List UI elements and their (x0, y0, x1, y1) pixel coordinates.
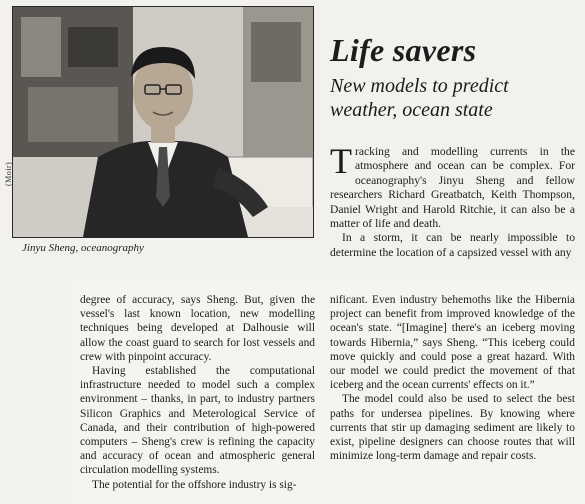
lead-paragraph-1-text: racking and modelling currents in the atmosphere and ocean can be complex. For oceanography's Jinyu Sheng and fellow researchers Richard Greatbatch, Keith Thompson, Daniel Wright and Harold Ritchie, it can also be a matter of life and death. (330, 145, 575, 231)
article-headline: Life savers (330, 32, 477, 68)
body-paragraph: degree of accuracy, says Sheng. But, given the vessel's last known location, new modelling techniques being developed at Dalhousie will allow the coast guard to search for lost vessels and crew with pinpoint accuracy. (80, 294, 315, 363)
body-paragraph: The model could also be used to select the best paths for undersea pipelines. By knowing where currents that stir up damaging sediment are likely to exist, pipeline designers can choose routes that will minimize long-term damage and repair costs. (330, 393, 575, 463)
portrait-photo (12, 6, 314, 238)
portrait-illustration (13, 7, 313, 237)
body-paragraph: nificant. Even industry behemoths like the Hibernia project can benefit from improved knowledge of the ocean's state. “[Imagine] there's an iceberg moving towards Hibernia,” says Sheng. “This iceberg could move quickly and could pose a great hazard. With our model we could predict the movement of that iceberg and the ocean currents' effects on it.” (330, 294, 575, 392)
lead-paragraph-2: In a storm, it can be nearly impossible to determine the location of a capsized vessel with any (330, 231, 575, 259)
article-subhead: New models to predict weather, ocean state (330, 75, 509, 121)
body-column-right (330, 293, 575, 463)
body-paragraph: Having established the computational infrastructure needed to model such a complex environment – thanks, in part, to industry partners Silicon Graphics and Meterological Service of Canada, and their contribution of high-powered computers – Sheng's crew is refining the capacity and accuracy of ocean and atmospheric general circulation modelling systems. (80, 365, 315, 477)
body-column-left (80, 293, 315, 492)
photo-caption: Jinyu Sheng, oceanography (22, 242, 144, 254)
drop-cap: T (330, 141, 352, 181)
lead-paragraph-1 (330, 141, 575, 231)
lead-column (330, 141, 575, 260)
body-paragraph: The potential for the offshore industry is sig- (92, 478, 297, 491)
photo-credit: (Moir) (4, 161, 13, 186)
